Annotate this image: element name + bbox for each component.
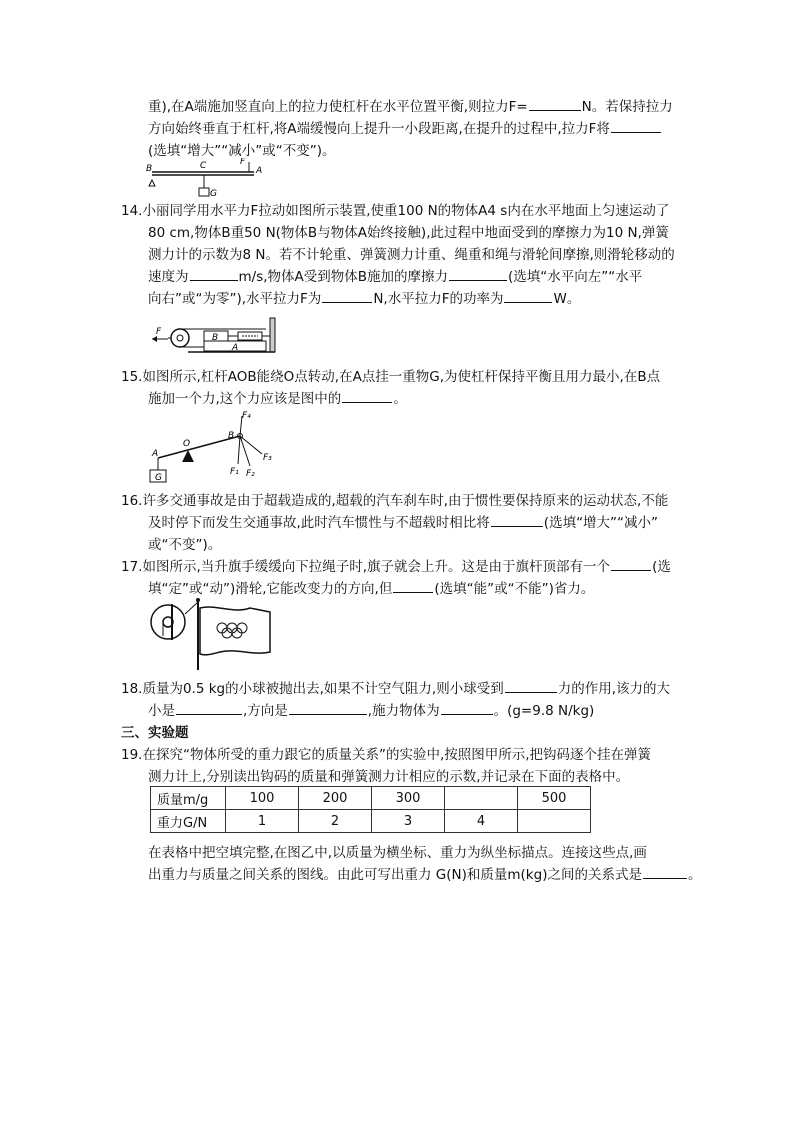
table-cell: 500 <box>518 787 591 810</box>
table-cell: 1 <box>226 810 299 833</box>
label-a: A <box>256 166 263 176</box>
answer-blank <box>393 578 433 593</box>
q16-line-1: 16.许多交通事故是由于超载造成的,超载的汽车刹车时,由于惯性要保持原来的运动状态,不能 <box>121 493 669 509</box>
q13-line-1: 重),在A端施加竖直向上的拉力使杠杆在水平位置平衡,则拉力F= N。若保持拉力 <box>148 96 673 118</box>
answer-blank <box>491 512 543 527</box>
answer-blank <box>441 700 493 715</box>
answer-blank <box>611 118 661 133</box>
label-a: A <box>152 449 159 459</box>
table-cell: 300 <box>372 787 445 810</box>
label-f4: F₄ <box>242 411 251 421</box>
answer-blank <box>643 864 687 879</box>
q19-line-2: 测力计上,分别读出钩码的质量和弹簧测力计相应的示数,并记录在下面的表格中。 <box>148 769 630 785</box>
label-b: B <box>146 164 153 174</box>
table-cell <box>518 810 591 833</box>
label-f2: F₂ <box>246 469 255 479</box>
table-row <box>151 787 591 810</box>
magnifier-circle <box>151 605 185 639</box>
q16-line-2: 及时停下而发生交通事故,此时汽车惯性与不超载时相比将 (选填“增大”“减小” <box>148 512 658 534</box>
answer-blank <box>322 288 372 303</box>
lever-figure-q13 <box>146 158 266 200</box>
table-cell: 200 <box>299 787 372 810</box>
pivot-icon <box>149 180 155 186</box>
label-f3: F₃ <box>263 453 272 463</box>
label-f: F <box>240 158 246 167</box>
flagpole-figure-q17 <box>146 596 276 672</box>
label-g: G <box>210 189 217 199</box>
table-cell: 100 <box>226 787 299 810</box>
label-b: B <box>228 431 235 441</box>
q18-line-1: 18.质量为0.5 kg的小球被抛出去,如果不计空气阻力,则小球受到 力的作用,该力的大 <box>121 678 670 700</box>
answer-blank <box>504 288 552 303</box>
answer-blank <box>505 678 557 693</box>
label-c: C <box>200 161 207 171</box>
force-f1 <box>238 436 240 464</box>
table-cell: 2 <box>299 810 372 833</box>
q14-line-5: 向右”或“为零”),水平拉力F为 N,水平拉力F的功率为 W。 <box>148 288 580 310</box>
table-cell: 3 <box>372 810 445 833</box>
table-cell <box>445 787 518 810</box>
q15-line-1: 15.如图所示,杠杆AOB能绕O点转动,在A点挂一重物G,为使杠杆保持平衡且用力最小,在B点 <box>121 369 661 385</box>
q19-line-1: 19.在探究“物体所受的重力跟它的质量关系”的实验中,按照图甲所示,把钩码逐个挂在弹簧 <box>121 747 652 763</box>
q18-line-2: 小是 ,方向是 ,施力物体为 。(g=9.8 N/kg) <box>148 700 594 722</box>
label-a: A <box>232 343 239 353</box>
answer-blank <box>529 96 581 111</box>
q15-line-2: 施加一个力,这个力应该是图中的 。 <box>148 388 407 410</box>
label-b: B <box>212 333 219 343</box>
answer-blank <box>289 700 367 715</box>
q13-line-3: (选填“增大”“减小”或“不变”)。 <box>148 143 336 159</box>
table-cell: 4 <box>445 810 518 833</box>
section-title: 三、实验题 <box>121 725 189 741</box>
q19-line-3: 在表格中把空填完整,在图乙中,以质量为横坐标、重力为纵坐标描点。连接这些点,画 <box>148 845 647 861</box>
table-header-cell: 质量m/g <box>151 787 226 810</box>
table-row <box>151 810 591 833</box>
label-f: F <box>156 327 162 337</box>
label-g: G <box>155 473 162 483</box>
weight-block <box>199 188 209 196</box>
flag <box>200 607 270 655</box>
lever-figure-q15 <box>146 410 276 486</box>
answer-blank <box>611 556 651 571</box>
q14-line-2: 80 cm,物体B重50 N(物体B与物体A始终接触),此过程中地面受到的摩擦力为10 N,弹簧 <box>148 225 669 241</box>
q14-line-1: 14.小丽同学用水平力F拉动如图所示装置,使重100 N的物体A4 s内在水平地面上匀速运动了 <box>121 203 670 219</box>
q13-line-2: 方向始终垂直于杠杆,将A端缓慢向上提升一小段距离,在提升的过程中,拉力F将 <box>148 118 662 140</box>
q17-line-1: 17.如图所示,当升旗手缓缓向下拉绳子时,旗子就会上升。这是由于旗杆顶部有一个 (选 <box>121 556 671 578</box>
q14-line-4: 速度为 m/s,物体A受到物体B施加的摩擦力 (选填“水平向左”“水平 <box>148 266 642 288</box>
q19-line-4: 出重力与质量之间关系的图线。由此可写出重力 G(N)和质量m(kg)之间的关系式是 。 <box>148 864 701 886</box>
answer-blank <box>176 700 242 715</box>
q16-line-3: 或“不变”)。 <box>148 537 222 553</box>
q14-line-3: 测力计的示数为8 N。若不计轮重、弹簧测力计重、绳重和绳与滑轮间摩擦,则滑轮移动的 <box>148 247 675 263</box>
answer-blank <box>190 266 238 281</box>
answer-blank <box>449 266 507 281</box>
pulley-icon <box>171 329 189 347</box>
wall <box>270 318 275 352</box>
q17-line-2: 填“定”或“动”)滑轮,它能改变力的方向,但 (选填“能”或“不能”)省力。 <box>148 578 594 600</box>
answer-blank <box>342 388 392 403</box>
label-f1: F₁ <box>230 467 239 477</box>
label-o: O <box>183 439 191 449</box>
table-header-cell: 重力G/N <box>151 810 226 833</box>
data-table <box>150 786 591 833</box>
pulley-figure-q14 <box>148 314 278 356</box>
